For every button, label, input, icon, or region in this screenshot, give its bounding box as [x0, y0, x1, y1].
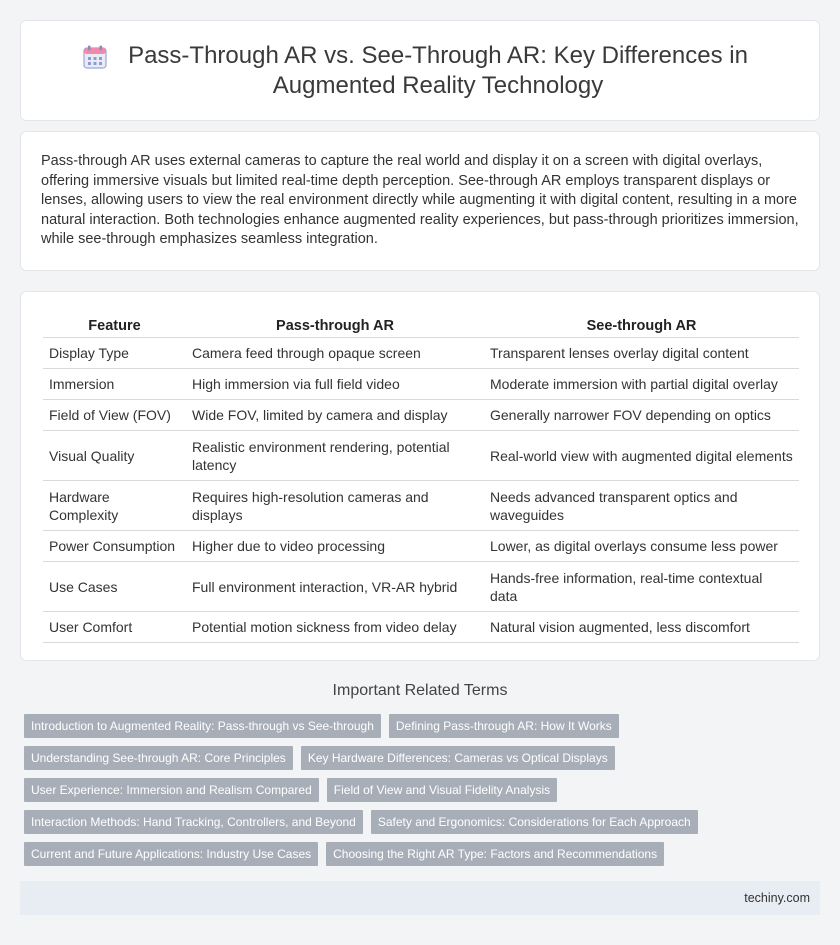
related-term-tag[interactable]: Interaction Methods: Hand Tracking, Controllers, and Beyond — [24, 810, 363, 834]
table-cell: Hardware Complexity — [43, 481, 186, 531]
intro-paragraph: Pass-through AR uses external cameras to capture the real world and display it on a screen with digital overlays, offering immersive visuals but limited real-time depth perception. See-through AR employs transparent displays or lenses, allowing users to view the real environment directly while augmenting it with digital content, resulting in a more natural interaction. Both technologies enhance augmented reality experiences, but pass-through prioritizes immersion, while see-through emphasizes seamless integration. — [41, 153, 799, 247]
intro-card — [20, 131, 820, 271]
table-header: Feature — [43, 310, 186, 338]
footer-site-link[interactable]: techiny.com — [744, 891, 810, 905]
table-cell: Hands-free information, real-time contextual data — [484, 562, 799, 612]
table-row — [43, 531, 799, 562]
table-cell: Visual Quality — [43, 431, 186, 481]
related-term-tag[interactable]: Introduction to Augmented Reality: Pass-through vs See-through — [24, 714, 381, 738]
table-cell: Natural vision augmented, less discomfort — [484, 612, 799, 643]
related-term-tag[interactable]: Understanding See-through AR: Core Principles — [24, 746, 293, 770]
table-cell: Immersion — [43, 369, 186, 400]
table-cell: Camera feed through opaque screen — [186, 338, 484, 369]
table-cell: Field of View (FOV) — [43, 400, 186, 431]
table-row — [43, 431, 799, 481]
related-term-tag[interactable]: Defining Pass-through AR: How It Works — [389, 714, 619, 738]
table-cell: Real-world view with augmented digital elements — [484, 431, 799, 481]
table-cell: Transparent lenses overlay digital content — [484, 338, 799, 369]
related-term-tag[interactable]: Choosing the Right AR Type: Factors and Recommendations — [326, 842, 664, 866]
table-row — [43, 400, 799, 431]
related-term-tag[interactable]: Key Hardware Differences: Cameras vs Optical Displays — [301, 746, 615, 770]
table-cell: User Comfort — [43, 612, 186, 643]
table-row — [43, 338, 799, 369]
comparison-table-card — [20, 291, 820, 661]
table-row — [43, 369, 799, 400]
table-header-row — [43, 310, 799, 338]
table-cell: Power Consumption — [43, 531, 186, 562]
table-header: See-through AR — [484, 310, 799, 338]
table-cell: Display Type — [43, 338, 186, 369]
table-row — [43, 562, 799, 612]
table-cell: Lower, as digital overlays consume less power — [484, 531, 799, 562]
table-cell: Use Cases — [43, 562, 186, 612]
footer — [20, 881, 820, 915]
table-cell: Requires high-resolution cameras and displays — [186, 481, 484, 531]
table-cell: Potential motion sickness from video delay — [186, 612, 484, 643]
table-cell: Moderate immersion with partial digital overlay — [484, 369, 799, 400]
page-title: Pass-Through AR vs. See-Through AR: Key Differences in Augmented Reality Technology — [128, 41, 748, 99]
related-term-tag[interactable]: User Experience: Immersion and Realism Compared — [24, 778, 319, 802]
table-cell: Higher due to video processing — [186, 531, 484, 562]
table-header: Pass-through AR — [186, 310, 484, 338]
related-terms-title: Important Related Terms — [332, 682, 508, 699]
table-cell: Needs advanced transparent optics and waveguides — [484, 481, 799, 531]
header-card — [20, 20, 820, 121]
table-row — [43, 481, 799, 531]
comparison-table — [43, 310, 799, 643]
calendar-icon — [82, 44, 108, 70]
related-terms-list — [24, 714, 824, 874]
table-cell: Full environment interaction, VR-AR hybrid — [186, 562, 484, 612]
related-term-tag[interactable]: Current and Future Applications: Industry Use Cases — [24, 842, 318, 866]
related-term-tag[interactable]: Field of View and Visual Fidelity Analysis — [327, 778, 557, 802]
related-term-tag[interactable]: Safety and Ergonomics: Considerations for Each Approach — [371, 810, 698, 834]
table-cell: Realistic environment rendering, potential latency — [186, 431, 484, 481]
table-cell: Wide FOV, limited by camera and display — [186, 400, 484, 431]
table-cell: Generally narrower FOV depending on optics — [484, 400, 799, 431]
table-row — [43, 612, 799, 643]
table-cell: High immersion via full field video — [186, 369, 484, 400]
